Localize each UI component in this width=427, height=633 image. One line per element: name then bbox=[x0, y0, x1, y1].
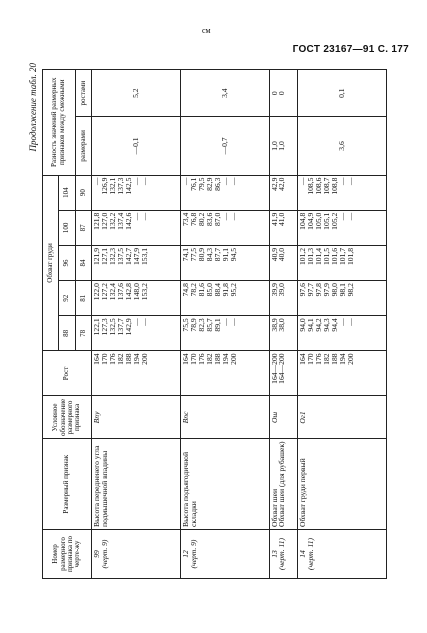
row-value: 121,8 127,0 132,2 137,4 142,6 — — bbox=[91, 210, 180, 245]
header-hip-87: 87 bbox=[75, 210, 91, 245]
table-row bbox=[269, 70, 298, 579]
page-header: ГОСТ 23167—91 С. 177 bbox=[292, 44, 409, 55]
measurement-table bbox=[42, 69, 387, 579]
header-diff-sizes: размерами bbox=[75, 117, 91, 175]
row-diff-height: 3,4 bbox=[180, 70, 269, 117]
header-chest-girth: Обхват груди bbox=[43, 175, 59, 351]
row-value: 73,4 76,8 80,2 83,6 87,0 — — bbox=[180, 210, 269, 245]
row-value: 94,0 94,1 94,2 94,3 94,4 — — bbox=[298, 316, 387, 351]
header-chest-92: 92 bbox=[59, 281, 75, 316]
header-chest-100: 100 bbox=[59, 210, 75, 245]
table-row bbox=[298, 70, 387, 579]
rotated-table-container bbox=[28, 63, 387, 579]
header-difference: Разность значений размерных признаков между смежными bbox=[43, 70, 76, 176]
row-value: 42,9 42,0 bbox=[269, 175, 298, 210]
row-value: 41,9 41,0 bbox=[269, 210, 298, 245]
header-chest-104: 104 bbox=[59, 175, 75, 210]
row-diff-height: 5,2 bbox=[91, 70, 180, 117]
header-hip-90: 90 bbox=[75, 175, 91, 210]
row-value: 122,1 127,3 132,5 137,7 142,9 — — bbox=[91, 316, 180, 351]
row-heights: 164 170 176 182 188 194 200 bbox=[91, 351, 180, 396]
row-value: 121,9 127,1 132,3 137,5 142,7 147,9 153,1 bbox=[91, 245, 180, 280]
header-chest-96: 96 bbox=[59, 245, 75, 280]
header-hip-78: 78 bbox=[75, 316, 91, 351]
table-row bbox=[180, 70, 269, 579]
row-feature: Обхват груди первый bbox=[298, 439, 387, 530]
row-value: 39,9 39,0 bbox=[269, 281, 298, 316]
row-value: 75,5 78,9 82,3 85,7 89,1 — — bbox=[180, 316, 269, 351]
header-hip-81: 81 bbox=[75, 281, 91, 316]
row-heights: 164 170 176 182 188 194 200 bbox=[180, 351, 269, 396]
header-diff-heights: ростами bbox=[75, 70, 91, 117]
row-value: — 76,1 79,5 82,9 86,3 — — bbox=[180, 175, 269, 210]
header-chest-88: 88 bbox=[59, 316, 75, 351]
row-number: 13 (черт. 11) bbox=[269, 530, 298, 579]
row-diff-size: 1,0 1,0 bbox=[269, 117, 298, 175]
row-heights: 164—200 164—200 bbox=[269, 351, 298, 396]
row-value: 97,6 97,7 97,8 97,9 98,0 98,1 98,2 bbox=[298, 281, 387, 316]
row-value: 38,9 38,0 bbox=[269, 316, 298, 351]
row-diff-height: 0,1 bbox=[298, 70, 387, 117]
row-value: 74,8 78,2 81,6 85,0 88,4 91,8 95,2 bbox=[180, 281, 269, 316]
table-row bbox=[91, 70, 180, 579]
row-value: — 126,9 132,1 137,3 142,5 — — bbox=[91, 175, 180, 210]
row-diff-size: 3,6 bbox=[298, 117, 387, 175]
row-number: 99 (черт. 9) bbox=[91, 530, 180, 579]
row-heights: 164 170 176 182 188 194 200 bbox=[298, 351, 387, 396]
header-feature: Размерный признак bbox=[43, 439, 92, 530]
row-value: 74,1 77,5 80,9 84,3 87,7 91,1 94,5 bbox=[180, 245, 269, 280]
row-feature: Обхват шеи Обхват шеи (для рубашек) bbox=[269, 439, 298, 530]
row-diff-size: —0,7 bbox=[180, 117, 269, 175]
row-value: — 108,5 108,6 108,7 108,8 — — bbox=[298, 175, 387, 210]
row-feature: Высота передненего угла подмышечной впадины bbox=[91, 439, 180, 530]
row-feature: Высота подъягодичной складки bbox=[180, 439, 269, 530]
row-symbol: Bпу bbox=[91, 396, 180, 439]
row-diff-size: —0,1 bbox=[91, 117, 180, 175]
row-symbol: Ош bbox=[269, 396, 298, 439]
row-symbol: Bпс bbox=[180, 396, 269, 439]
header-symbol: Условное обозначение размерного признака bbox=[43, 396, 92, 439]
header-hip-84: 84 bbox=[75, 245, 91, 280]
row-value: 101,2 101,3 101,4 101,5 101,6 101,7 101,8 bbox=[298, 245, 387, 280]
unit-label: см bbox=[202, 26, 211, 35]
row-value: 104,8 104,9 105,0 105,1 105,2 — — bbox=[298, 210, 387, 245]
row-symbol: Ог1 bbox=[298, 396, 387, 439]
row-value: 40,9 40,0 bbox=[269, 245, 298, 280]
continuation-label: Продолжение табл. 20 bbox=[28, 63, 38, 152]
header-item-no: Номер размерного признака по черте-жу bbox=[43, 530, 92, 579]
row-value: 122,0 127,2 132,4 137,6 142,8 148,0 153,2 bbox=[91, 281, 180, 316]
header-row-1 bbox=[43, 70, 59, 579]
row-diff-height: 0 0 bbox=[269, 70, 298, 117]
row-number: 12 (черт. 9) bbox=[180, 530, 269, 579]
row-number: 14 (черт. 11) bbox=[298, 530, 387, 579]
header-height: Рост bbox=[43, 351, 92, 396]
